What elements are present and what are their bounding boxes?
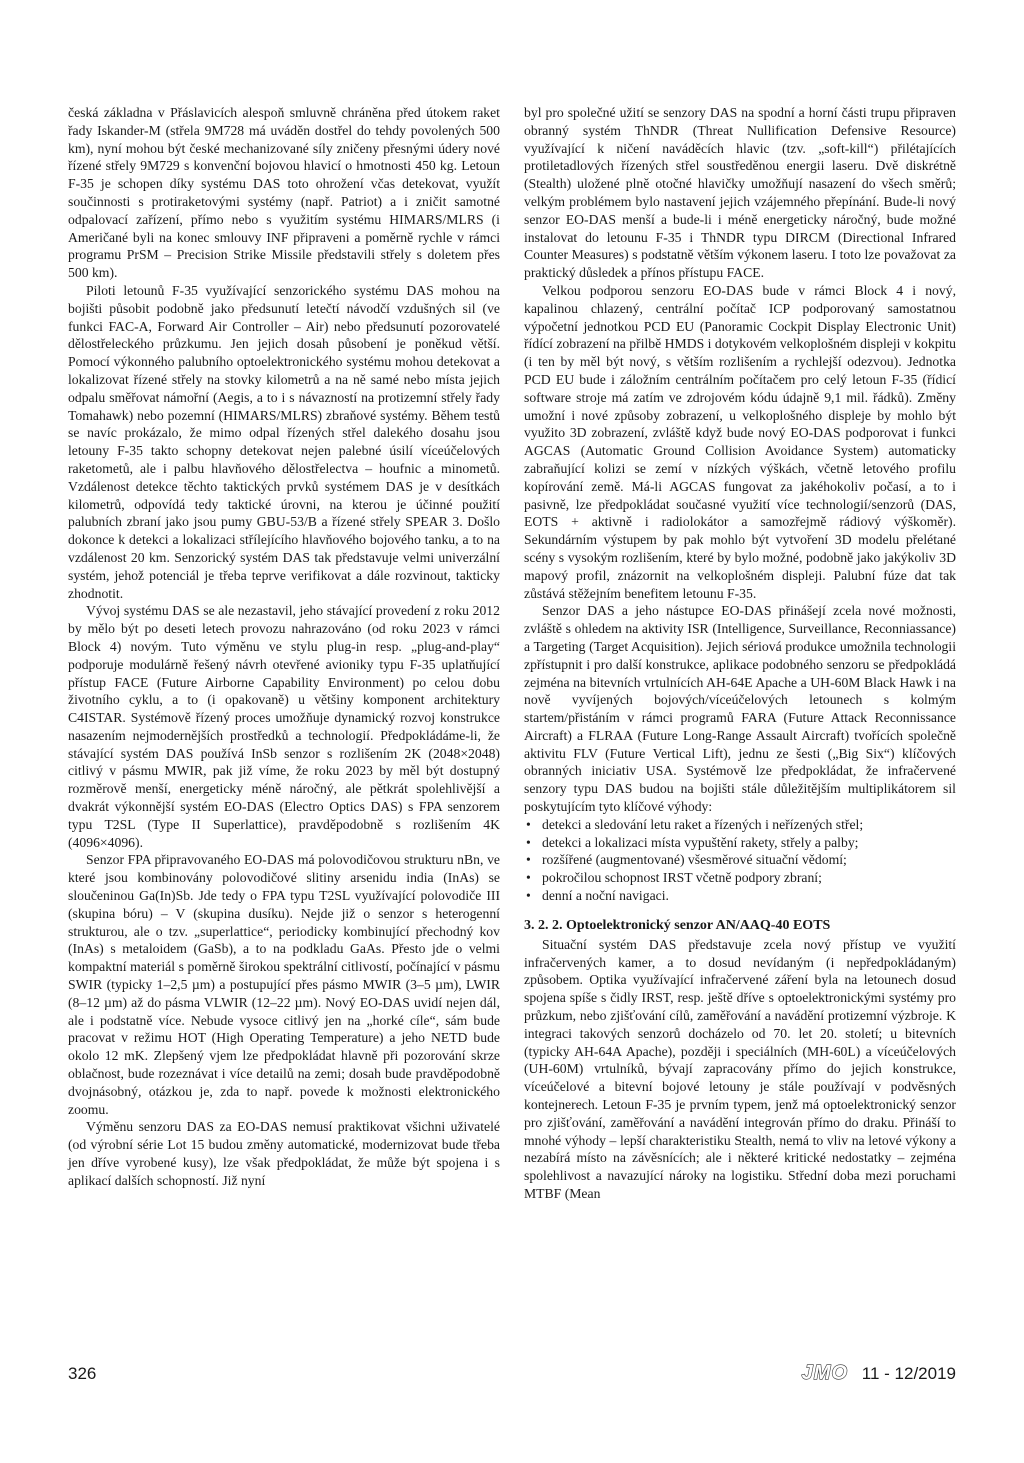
paragraph: Senzor FPA připravovaného EO-DAS má polovodičovou strukturu nBn, ve které jsou kombinovány polovodičové slitiny arsenidu india (InAs) se sloučeninou Ga(In)Sb. Jde tedy o FPA typu T2SL využívající polovodiče III (skupina bóru) – V (skupina dusíku). Nejde již o senzor s heterogenní strukturou, ale o tzv. „superlattice“, periodicky kombinující přechodný kov (InAs) s metaloidem (GaSb), a to na podkladu GaAs. Přesto jde o velmi kompaktní materiál s poměrně širokou spektrální citlivostí, počínající v pásmu SWIR (typicky 1–2,5 µm) a postupující přes pásmo MWIR (3–5 µm), LWIR (8–12 µm) až do pásma VLWIR (12–22 µm). Nový EO-DAS uvidí nejen dál, ale i podstatně více. Nebude vysoce citlivý jen na „horké cíle“, sám bude pracovat v režimu HOT (High Operating Temperature) a jeho NETD bude okolo 12 mK. Zlepšený vjem lze předpokládat hlavně při pozorování skrze oblačnost, bude rozeznávat i více detailů na zemi; dosah bude pravděpodobně dvojnásobný, otázkou je, zda to např. povede k možnosti elektronického zoomu. [68,852,500,1117]
paragraph: česká základna v Přáslavicích alespoň smluvně chráněna před útokem raket řady Iskander-M (střela 9M728 má uváděn dostřel do tehdy povolených 500 km), nyní mohou být české mechanizované síly zničeny přesnými údery nové řízené střely 9M729 s konvenční bojovou hlavicí o hmotnosti 450 kg. Letoun F-35 je schopen díky systému DAS toto ohrožení včas detekovat, využít součinnosti s protiraketovými systémy (např. Patriot) a i zničit samotné odpalovací zařízení, přímo nebo s využitím systému HIMARS/MLRS (i Američané byli na konec smlouvy INF připraveni a poměrně rychle v rámci programu PrSM – Precision Strike Missile představili střely s doletem přes 500 km). [68,105,500,281]
paragraph: byl pro společné užití se senzory DAS na spodní a horní části trupu připraven obranný systém ThNDR (Threat Nullification Defensive Resource) využívající k ničení naváděcích hlavic (tzv. „soft-kill“) přilétajících protiletadlových řízených střel soustředěnou energii laseru. Dvě diskrétně (Stealth) uložené plně otočné hlavičky umožňují nasazení do všech směrů; velkým problémem bylo nastavení jejich vzájemného přepínání. Bude-li nový senzor EO-DAS menší a bude-li i méně energeticky náročný, bude možné instalovat do letounu F-35 i ThNDR typu DIRCM (Directional Infrared Counter Measures) s podstatně větším výkonem laseru. I toto lze považovat za praktický důsledek a přínos přístupu FACE. [524,105,956,281]
section-heading: 3. 2. 2. Optoelektronický senzor AN/AAQ-40 EOTS [524,917,831,933]
right-column [524,104,956,1203]
page-footer [68,1360,956,1390]
paragraph: Situační systém DAS představuje zcela nový přístup ve využití infračervených kamer, a to dosud nevídaným (i nepředpokládaným) způsobem. Optika využívající infračervené záření byla na letounech dosud spojena spíše s čidly IRST, resp. ještě dříve s optoelektronickými systémy pro průzkum, nebo zjišťování cílů, zaměřování a navádění protizemní výzbroje. K integraci takových senzorů docházelo od 70. let 20. století; u bitevních (typicky AH-64A Apache), později i speciálních (MH-60L) a víceúčelových (UH-60M) vrtulníků, bývají zapracovány přímo do jejich konstrukce, víceúčelové a bitevní bojové letouny je stále používají v podvěsných kontejnerech. Letoun F-35 je prvním typem, jenž má optoelektronický senzor pro zjišťování, zaměřování a navádění integrován přímo do draku. Přináší to mnohé výhody – lepší charakteristiku Stealth, nemá to vliv na letové výkony a nezabírá místo na závěsnících; ale i některé kritické nedostatky – zejména spolehlivost a navazující nároky na logistiku. Střední doba mezi poruchami MTBF (Mean [524,936,956,1202]
list-item: • denní a noční navigaci. [524,887,956,905]
jmo-logo: JMO [801,1362,848,1384]
list-item: • detekci a lokalizaci místa vypuštění rakety, střely a palby; [524,834,956,852]
paragraph: Piloti letounů F-35 využívající senzorického systému DAS mohou na bojišti působit podobně jako předsunutí letečtí návodčí vzdušných sil (ve funkci FAC-A, Forward Air Controller – Air) nebo předsunutí pozorovatelé dělostřeleckého průzkumu. Jen jejich dosah působení je poněkud větší. Pomocí výkonného palubního optoelektronického systému mohou detekovat a lokalizovat řízené střely na stovky kilometrů a na ně samé nebo místa jejich odpalu směřovat námořní (Aegis, a to i s návazností na protizemní střely řady Tomahawk) nebo pozemní (HIMARS/MLRS) zbraňové systémy. Během testů se navíc prokázalo, že mimo odpal řízených střel dalekého dosahu jsou letouny F-35 takto schopny detekovat nejen palebné úsilí víceúčelových raketometů, ale i palbu hlavňového dělostřelectva – houfnic a minometů. Vzdálenost detekce těchto taktických prvků systémem DAS je v desítkách kilometrů, odpovídá tedy taktické úrovni, na kterou je účinné použití palubních zbraní jako jsou pumy GBU-53/B a řízené střely SPEAR 3. Došlo dokonce k detekci a lokalizaci střílejícího hlavňového bojového tanku, a to na vzdálenost 20 km. Senzorický systém DAS tak představuje velmi univerzální systém, jehož potenciál je třeba teprve verifikovat a dále rozvinout, takticky zhodnotit. [68,282,500,601]
paragraph: Výměnu senzoru DAS za EO-DAS nemusí praktikovat všichni uživatelé (od výrobní série Lot 15 budou změny automatické, modernizovat bude třeba jen dříve vyrobené kusy), lze však předpokládat, že může být spojena i s aplikací dalších schopností. Již nyní [68,1119,500,1188]
paragraph: Senzor DAS a jeho nástupce EO-DAS přinášejí zcela nové možnosti, zvláště s ohledem na aktivity ISR (Intelligence, Surveillance, Reconniassance) a Targeting (Target Acquisition). Jejich sériová produkce umožnila technologii zpřístupnit i pro další konstrukce, aplikace podobného senzoru se předpokládá zejména na bitevních vrtulnících AH-64E Apache a UH-60M Black Hawk i na nově vyvíjených bojových/víceúčelových letounech s kolmým startem/přistáním v rámci programů FARA (Future Attack Reconnissance Aircraft) a FLRAA (Future Long-Range Assault Aircraft) tvořících společně aktivitu FLV (Future Vertical Lift), jednu ze šesti („Big Six“) klíčových obranných iniciativ USA. Systémově lze předpokládat, že infračervené senzory typu DAS budou na bojišti stále důležitějším multiplikátorem sil poskytujícím tyto klíčové výhody: [524,603,956,815]
issue-label: 11 - 12/2019 [861,1364,956,1383]
list-item: • detekci a sledování letu raket a řízených i neřízených střel; [524,816,956,834]
paragraph: Vývoj systému DAS se ale nezastavil, jeho stávající provedení z roku 2012 by mělo být po deseti letech provozu nahrazováno (od roku 2023 v rámci Block 4) novým. Tuto výměnu ve stylu plug-in resp. „plug-and-play“ podporuje modulárně řešený návrh otevřené avioniky typu F-35 uplatňující přístup FACE (Future Airborne Capability Environment) po celou dobu životního cyklu, a to (i opakovaně) u většiny komponent architektury C4ISTAR. Systémově řízený proces umožňuje dynamický rozvoj konstrukce nasazením nejmodernějších prostředků a technologií. Předpokládáme-li, že stávající systém DAS používá InSb senzor s rozlišením 2K (2048×2048) citlivý v pásmu MWIR, pak již víme, že roku 2023 by měl být dostupný rozměrově menší, energeticky méně náročný, ale pětkrát spolehlivější a dvakrát výkonnější systém EO-DAS (Electro Optics DAS) s FPA senzorem typu T2SL (Type II Superlattice), pravděpodobně s rozlišením 4K (4096×4096). [68,603,500,850]
paragraph: Velkou podporou senzoru EO-DAS bude v rámci Block 4 i nový, kapalinou chlazený, centrální počítač ICP podporovaný samostatnou výpočetní jednotkou PCD EU (Panoramic Cockpit Display Electronic Unit) řídící zobrazení na přilbě HMDS i dotykovém velkoplošném displeji v kokpitu (i ten by měl být nový, s větším rozlišením a rychlejší odezvou). Jednotka PCD EU bude i záložním centrálním počítačem pro celý letoun F-35 (řídicí software stroje má zatím ve zdrojovém kódu údajně 9,1 mil. řádků). Změny umožní i nové způsoby zobrazení, u velkoplošného displeje by mohlo být využito 3D zobrazení, zvláště když bude nový EO-DAS podporovat i funkci AGCAS (Automatic Ground Collision Avoidance System) automaticky zabraňující kolizi se zemí v nízkých výškách, včetně letového profilu kopírování země. Má-li AGCAS fungovat za jakéhokoliv počasí, a to i pasivně, lze předpokládat současné využití více technologií/senzorů (DAS, EOTS + aktivně i radiolokátor a samozřejmě rádiový výškoměr). Sekundárním výstupem by pak mohlo být vytvoření 3D modelu přelétané scény s vysokým rozlišením, které by bylo možné, podobně jako jakýkoliv 3D mapový profil, znázornit na velkoplošném displeji. Palubní fúze dat tak zůstává stěžejním benefitem letounu F-35. [524,282,956,601]
list-item: • pokročilou schopnost IRST včetně podpory zbraní; [524,869,956,887]
list-item: • rozšířené (augmentované) všesměrové situační vědomí; [524,851,956,869]
advantages-list [524,816,956,905]
page-number: 326 [68,1364,97,1383]
left-column [68,104,500,1190]
